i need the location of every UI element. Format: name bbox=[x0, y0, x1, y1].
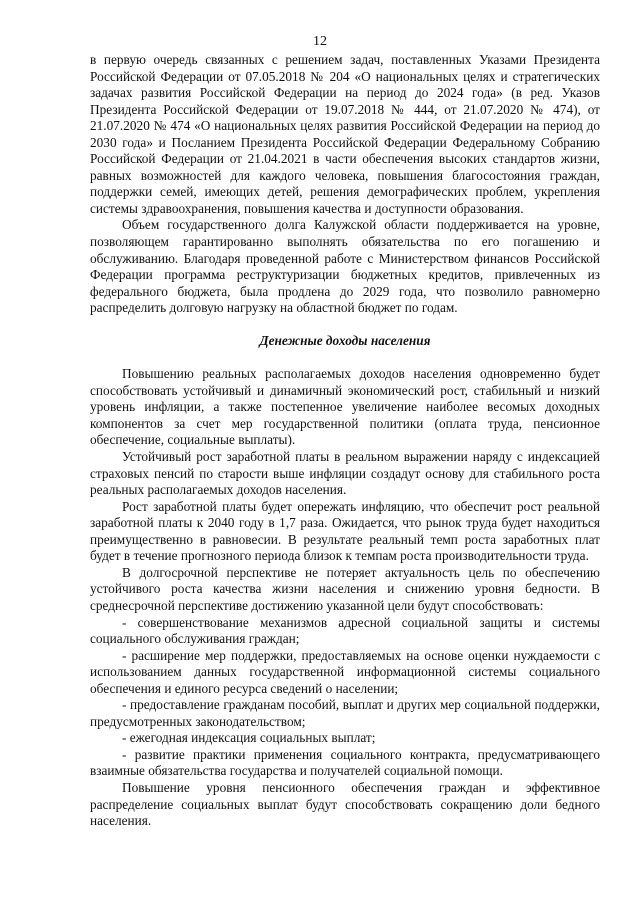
paragraph: Рост заработной платы будет опережать инфляцию, что обеспечит рост реальной заработной платы к 2040 году в 1,7 раза. Ожидается, что рынок труда будет находиться преимущественно в равновесии. В результате реальный темп роста заработных плат будет в течение прогнозного периода близок к темпам роста производительности труда. bbox=[90, 498, 600, 564]
section-heading: Денежные доходы населения bbox=[259, 332, 431, 348]
list-item: - развитие практики применения социального контракта, предусматривающего взаимные обязательства государства и получателей социальной помощи. bbox=[90, 746, 600, 779]
paragraph: В долгосрочной перспективе не потеряет актуальность цель по обеспечению устойчивого роста качества жизни населения и снижению уровня бедности. В среднесрочной перспективе достижению указанной цели будут способствовать: bbox=[90, 564, 600, 613]
document-body bbox=[90, 52, 600, 830]
list-item: - предоставление гражданам пособий, выплат и других мер социальной поддержки, предусмотренных законодательством; bbox=[90, 697, 600, 729]
paragraph: Объем государственного долга Калужской области поддерживается на уровне, позволяющем гарантированно выполнять обязательства по его погашению и обслуживанию. Благодаря проведенной работе с Министерством финансов Российской Федерации программа реструктуризации бюджетных кредитов, привлеченных из федерального бюджета, была продлена до 2029 года, что позволило равномерно распределить долговую нагрузку на областной бюджет по годам. bbox=[90, 217, 600, 316]
page-number: 12 bbox=[313, 34, 327, 49]
list-item: - совершенствование механизмов адресной социальной защиты и системы социального обслуживания граждан; bbox=[90, 614, 600, 647]
paragraph: Повышению реальных располагаемых доходов населения одновременно будет способствовать устойчивый и динамичный экономический рост, стабильный и низкий уровень инфляции, а также постепенное увеличение наиболее весомых доходных компонентов за счет мер государственной политики (оплата труда, пенсионное обеспечение, социальные выплаты). bbox=[90, 366, 600, 448]
paragraph: Устойчивый рост заработной платы в реальном выражении наряду с индексацией страховых пенсий по старости выше инфляции создадут основу для стабильного роста реальных располагаемых доходов населения. bbox=[90, 449, 600, 498]
paragraph: в первую очередь связанных с решением задач, поставленных Указами Президента Российской Федерации от 07.05.2018 № 204 «О национальных целях и стратегических задачах развития Российской Федерации на период до 2024 года» (в ред. Указов Президента Российской Федерации от 19.07.2018 № 444, от 21.07.2020 № 474), от 21.07.2020 № 474 «О национальных целях развития Российской Федерации на период до 2030 года» и Посланием Президента Российской Федерации Федеральному Собранию Российской Федерации от 21.04.2021 в части обеспечения высоких стандартов жизни, равных возможностей для каждого человека, повышения благосостояния граждан, поддержки семей, имеющих детей, решения демографических проблем, укрепления системы здравоохранения, повышения качества и доступности образования. bbox=[90, 52, 600, 216]
paragraph: Повышение уровня пенсионного обеспечения граждан и эффективное распределение социальных выплат будут способствовать сокращению доли бедного населения. bbox=[90, 779, 600, 829]
list-item: - расширение мер поддержки, предоставляемых на основе оценки нуждаемости с использованием данных государственной информационной системы социального обеспечения и единого ресурса сведений о населении; bbox=[90, 647, 600, 696]
list-item: - ежегодная индексация социальных выплат; bbox=[122, 730, 376, 746]
